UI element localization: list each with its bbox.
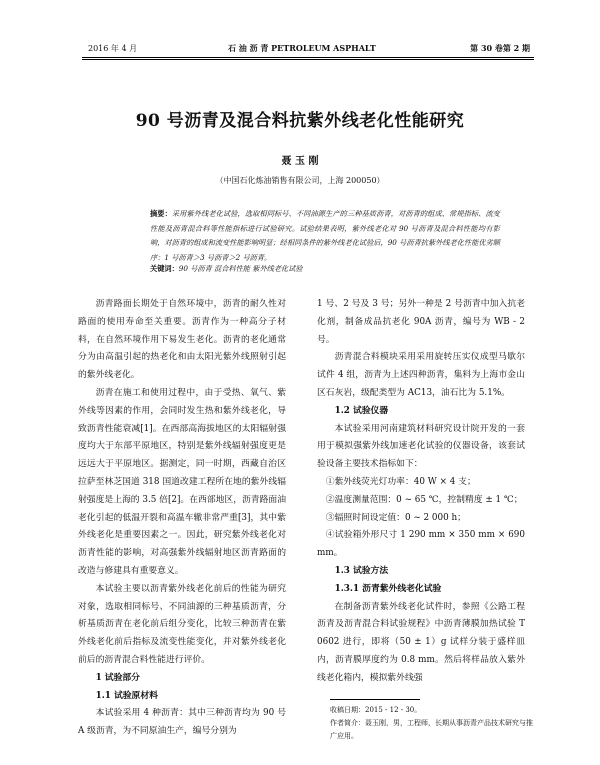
left-column-paragraph: 沥青在施工和使用过程中，由于受热、氧气、紫外线等因素的作用，会同时发生热和紫外线老化，导致沥青性能衰减[1]。在西部高海拔地区的太阳辐射强度均大于东部平原地区，特别是紫外线辐射强度更是远远大于平原地区。据测定，同一时期，西藏自治区拉萨至林芝国道 318 国道改建工程所在地的紫外线辐射强度是上海的 3.5 倍[2]。在西部地区，沥青路面油老化引起的低温开裂和高温车辙非常严重[3]，其中紫外线老化是重要因素之一。因此，研究紫外线老化对沥青性能的影响，对高强紫外线辐射地区沥青路面的改造与修建具有重要意义。 [78, 387, 286, 576]
right-column-paragraph: 1 号、2 号及 3 号；另外一种是 2 号沥青中加入抗老化剂，制备成品抗老化 90A 沥青，编号为 WB - 2 号。 [317, 299, 525, 345]
right-column-heading: 1.3 试验方法 [334, 565, 389, 576]
right-column-paragraph: ④试验箱外形尺寸 1 290 mm × 350 mm × 690 mm。 [317, 530, 525, 559]
right-column-heading: 1.2 试验仪器 [334, 405, 389, 416]
keywords-label: 关键词： [150, 264, 179, 273]
header-date: 2016 年 4 月 [88, 44, 138, 53]
right-column-heading: 1.3.1 沥青紫外线老化试验 [334, 583, 442, 594]
paper-title: 90 号沥青及混合料抗紫外线老化性能研究 [135, 111, 465, 131]
right-column-paragraph: ②温度测量范围：0 ~ 65 ℃，控制精度 ± 1 ℃； [325, 494, 523, 505]
left-column-paragraph: 本试验主要以沥青紫外线老化前后的性能为研究对象，选取相同标号、不同油源的三种基质沥青，分析基质沥青在老化前后组分变化，比较三种沥青在紫外线老化前后指标及流变性能变化，并对紫外线老化前后的沥青混合料性能进行评价。 [78, 583, 286, 665]
left-column-heading: 1.1 试验原材料 [95, 690, 158, 701]
header-journal: 石 油 沥 青 PETROLEUM ASPHALT [228, 43, 376, 53]
footnote-rule [330, 699, 420, 700]
footnote [330, 704, 535, 743]
running-header [0, 40, 600, 54]
right-column-paragraph: 沥青混合料模块采用采用旋转压实仪成型马歇尔试件 4 组，沥青为上述四种沥青，集料为上海市金山区石灰岩，级配类型为 AC13，油石比为 5.1%。 [317, 352, 525, 398]
right-column-paragraph: 本试验采用河南建筑材料研究设计院开发的一套用于模拟强紫外线加速老化试验的仪器设备，该套试验设备主要技术指标如下： [317, 423, 525, 470]
abstract-label: 摘要： [150, 209, 172, 218]
keywords-text: 90 号沥青 混合料性能 紫外线老化试验 [178, 264, 303, 273]
footnote-received: 收稿日期：2015 - 12 - 30。 [330, 706, 422, 714]
header-rule-thin [82, 59, 534, 60]
affiliation: （中国石化炼油销售有限公司，上海 200050） [215, 176, 385, 185]
right-column-paragraph: ③辐照时间设定值：0 ~ 2 000 h； [325, 512, 466, 523]
right-column-paragraph: ①紫外线荧光灯功率：40 W × 4 支； [325, 476, 476, 487]
header-rule-thick [82, 57, 534, 58]
left-column-paragraph: 沥青路面长期处于自然环境中，沥青的耐久性对路面的使用寿命至关重要。沥青作为一种高分子材料，在自然环境作用下易发生老化。沥青的老化通常分为由高温引起的热老化和由太阳光紫外线照射引起的紫外线老化。 [78, 299, 286, 381]
keywords [150, 264, 500, 274]
header-issue: 第 30 卷第 2 期 [470, 43, 530, 53]
footnote-author-info: 作者简介：聂玉刚，男，工程师，长期从事沥青产品技术研究与推广应用。 [330, 719, 533, 740]
right-column-paragraph: 在制备沥青紫外线老化试件时，参照《公路工程沥青及沥青混合料试验规程》中沥青薄膜加热试验 T 0602 进行，即将（50 ± 1）g 试样分装于盛样皿内，沥青膜厚度约为 0.8 mm。然后将样品放入紫外线老化箱内，模拟紫外线强 [317, 601, 525, 683]
left-column-paragraph: 本试验采用 4 种沥青：其中三种沥青均为 90 号 A 级沥青，为不同原油生产，编号分别为 [78, 708, 286, 737]
right-column [317, 296, 525, 688]
abstract [150, 207, 500, 265]
author: 聂 玉 刚 [281, 156, 319, 167]
left-column [78, 296, 286, 741]
left-column-heading: 1 试验部分 [95, 672, 140, 683]
abstract-text: 采用紫外线老化试验，选取相同标号、不同油源生产的三种基质沥青，对沥青的组成、常规指标、流变性能及沥青混合料等性能指标进行试验研究。试验结果表明，紫外线老化对 90 号沥青及混合料性能均有影响，对沥青的组成和流变性能影响明显；经相同条件的紫外线老化试验后，90 号沥青抗紫外线老化性能优劣顺序：1 号沥青＞3 号沥青＞2 号沥青。 [150, 209, 500, 262]
